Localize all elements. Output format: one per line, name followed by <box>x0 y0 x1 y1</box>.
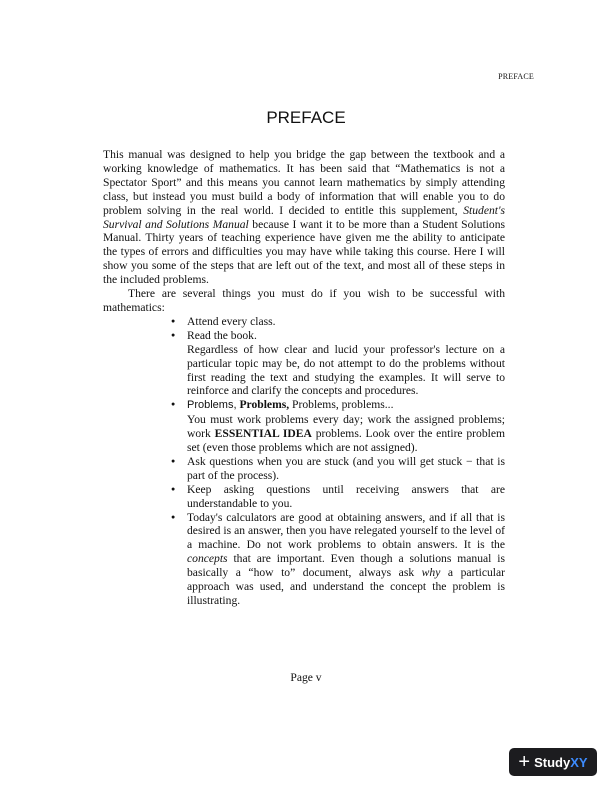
list-item <box>171 398 505 455</box>
intro-text-a: This manual was designed to help you bridge the gap between the textbook and a working knowledge of mathematics. It has been said that “Mathematics is not a Spectator Sport” and this means you cannot learn mathematics by simply attending class, but instead you must build a body of information that will enable you to do problem solving in the real world. I decided to entitle this supplement, <box>103 148 505 217</box>
page-number: Page v <box>290 671 322 684</box>
bullet-problems-bold: Problems, <box>239 398 290 412</box>
bullet-calculators-a: Today's calculators are good at obtaining answers, and if all that is desired is an answer, then you have relegated yourself to the level of a machine. Do not work problems to obtain answers. It is the <box>187 510 505 552</box>
bullet-attend: Attend every class. <box>187 314 276 328</box>
advice-list <box>171 315 505 608</box>
essential-idea-label: ESSENTIAL IDEA <box>214 427 312 441</box>
bullet-problems-rest: Problems, problems... <box>289 398 394 412</box>
intro-text-b: because I want it to be more than a Student Solutions Manual. Thirty years of teaching experience have given me the ability to anticipate the types of errors and difficulties you may have while taking this course. Here I will show you some of the steps that are left out of the text, and most all of these steps in the included problems. <box>103 217 505 287</box>
list-item <box>171 483 505 511</box>
page-title: PREFACE <box>266 108 346 127</box>
bullet-calculators-c: a particular approach was used, and understand the concept the problem is illustrating. <box>187 566 505 607</box>
list-item <box>171 511 505 608</box>
success-paragraph: There are several things you must do if you wish to be successful with mathematics: <box>103 287 505 314</box>
bullet-ask: Ask questions when you are stuck (and you will get stuck − that is part of the process). <box>187 454 505 482</box>
list-item <box>171 455 505 483</box>
studyxy-badge[interactable] <box>509 748 597 776</box>
list-item <box>171 315 505 329</box>
running-head: PREFACE <box>498 72 534 81</box>
why-emphasis: why <box>421 566 441 580</box>
bullet-keep-asking: Keep asking questions until receiving answers that are understandable to you. <box>187 482 505 510</box>
badge-text-xy: XY <box>570 754 588 770</box>
intro-paragraph <box>103 148 505 287</box>
bullet-calculators-b: that are important. Even though a solutions manual is basically a “how to” document, always ask <box>187 552 505 580</box>
plus-icon: + <box>518 751 531 773</box>
bullet-problems-text-b: problems. Look over the entire problem set (even those problems which are not assigned). <box>187 427 506 455</box>
badge-text-study: Study <box>534 754 571 770</box>
bullet-problems-text-a: You must work problems every day; work the assigned problems; work <box>187 413 505 441</box>
list-item <box>171 329 505 399</box>
preface-body <box>103 148 505 608</box>
concepts-emphasis: concepts <box>187 552 228 566</box>
bullet-read-title: Read the book. <box>187 328 257 342</box>
bullet-problems-sans: Problems, <box>187 399 237 412</box>
manual-title: Student's Survival and Solutions Manual <box>103 203 505 231</box>
bullet-read-text: Regardless of how clear and lucid your professor's lecture on a particular topic may be, do not attempt to do the problems without first reading the text and studying the examples. It will serve to reinforce and clarify the concepts and procedures. <box>187 342 505 398</box>
